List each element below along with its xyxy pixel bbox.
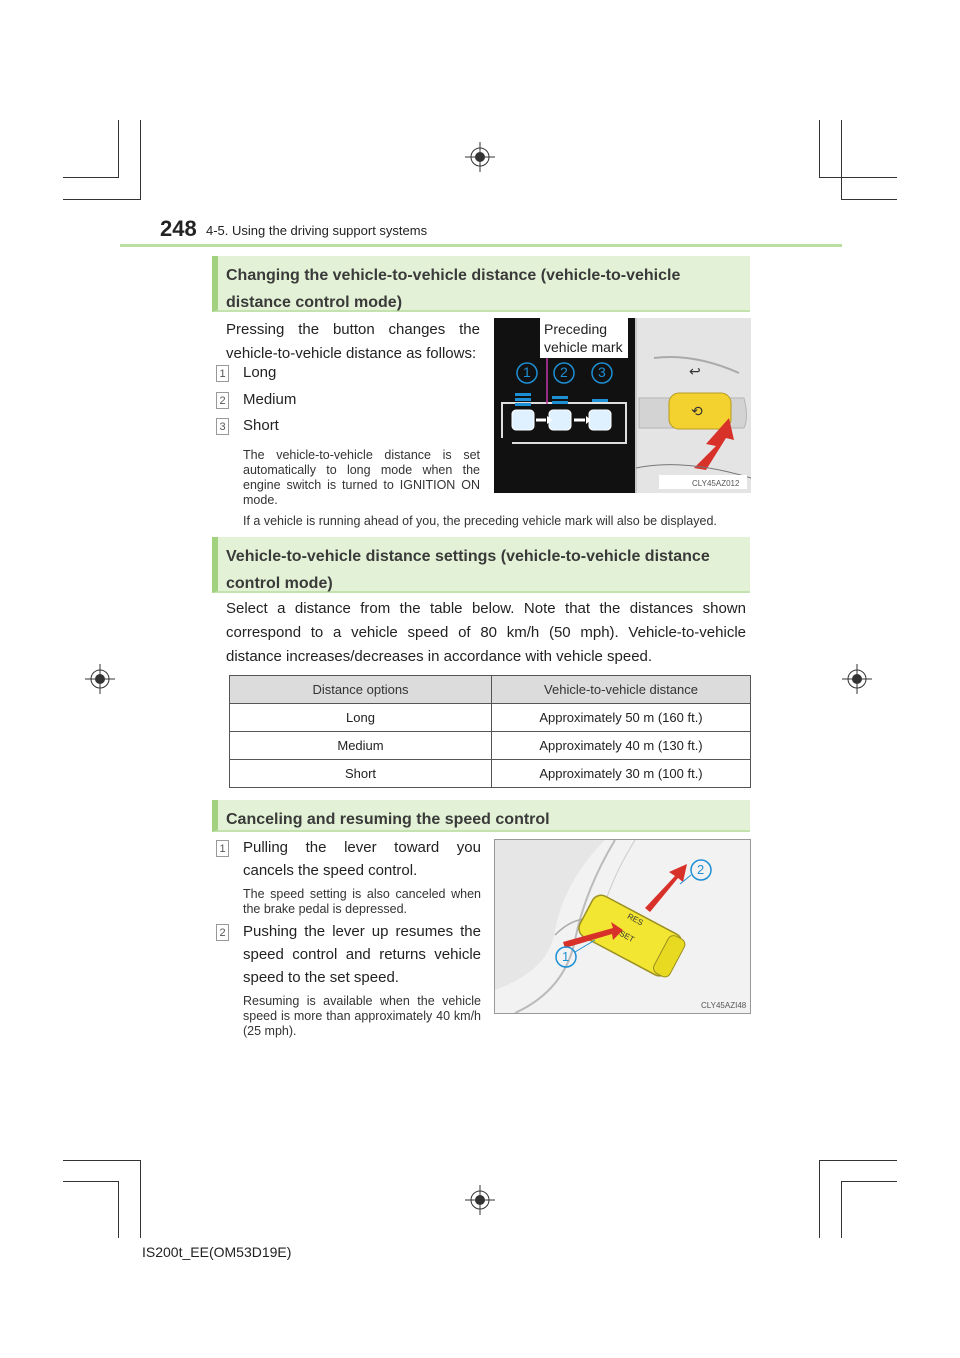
section-heading: Vehicle-to-vehicle distance settings (vehicle-to-vehicle distance control mode) bbox=[212, 537, 750, 593]
table-cell: Long bbox=[230, 704, 492, 732]
table-cell: Approximately 50 m (160 ft.) bbox=[492, 704, 751, 732]
section-heading: Canceling and resuming the speed control bbox=[212, 800, 750, 832]
crop-mark bbox=[63, 177, 119, 178]
item-number: 3 bbox=[216, 418, 229, 435]
crop-mark bbox=[63, 1160, 141, 1161]
intro-text: Pressing the button changes the vehicle-to-vehicle distance as follows: bbox=[226, 321, 480, 362]
table-row bbox=[230, 704, 751, 732]
note-text: The speed setting is also canceled when the brake pedal is depressed. bbox=[243, 887, 481, 916]
registration-mark bbox=[85, 664, 115, 694]
figure-marker: 1 bbox=[562, 949, 570, 964]
crop-mark bbox=[140, 1160, 141, 1238]
table-header: Distance options bbox=[230, 676, 492, 704]
item-label: Medium bbox=[243, 391, 297, 408]
figure-marker: 1 bbox=[523, 364, 531, 380]
note-text: The vehicle-to-vehicle distance is set automatically to long mode when the engine switch is turned to IGNITION ON mode. bbox=[243, 448, 480, 507]
lever-figure bbox=[494, 839, 751, 1014]
lever-label: RES bbox=[625, 911, 645, 928]
item-label: Short bbox=[243, 417, 279, 434]
table-cell: Approximately 40 m (130 ft.) bbox=[492, 732, 751, 760]
item-number: 1 bbox=[216, 365, 229, 382]
crop-mark bbox=[841, 1181, 897, 1182]
item-number: 2 bbox=[216, 392, 229, 409]
figure-marker: 3 bbox=[598, 364, 606, 380]
crop-mark bbox=[820, 177, 897, 178]
note-text: Resuming is available when the vehicle speed is more than approximately 40 km/h (25 mph). bbox=[243, 994, 481, 1038]
crop-mark bbox=[63, 199, 141, 200]
table-cell: Medium bbox=[230, 732, 492, 760]
body-text: Select a distance from the table below. Note that the distances shown correspond to a vehicle speed of 80 km/h (50 mph). Vehicle-to-vehicle distance increases/decreases in accordance with vehicle speed. bbox=[226, 600, 746, 665]
distance-table bbox=[229, 675, 751, 788]
crop-mark bbox=[140, 120, 141, 200]
registration-mark bbox=[465, 142, 495, 172]
table-row bbox=[230, 760, 751, 788]
lever-label: SET bbox=[617, 928, 636, 945]
crop-mark bbox=[841, 1181, 842, 1238]
page-number: 248 bbox=[160, 216, 197, 241]
registration-mark bbox=[465, 1185, 495, 1215]
figure-marker: 2 bbox=[560, 364, 568, 380]
distance-figure bbox=[494, 318, 751, 493]
crop-mark bbox=[63, 1181, 119, 1182]
step-number: 1 bbox=[216, 840, 229, 857]
callout-label: Preceding vehicle mark bbox=[544, 321, 623, 355]
figure-code: CLY45AZI48 bbox=[701, 1001, 747, 1010]
document-code: IS200t_EE(OM53D19E) bbox=[142, 1244, 292, 1260]
step-text: Pushing the lever up resumes the speed control and returns vehicle speed to the set speed. bbox=[243, 923, 481, 986]
crop-mark bbox=[819, 1160, 897, 1161]
section-heading: Changing the vehicle-to-vehicle distance (vehicle-to-vehicle distance control mode) bbox=[212, 256, 750, 312]
table-cell: Approximately 30 m (100 ft.) bbox=[492, 760, 751, 788]
section-title: 4-5. Using the driving support systems bbox=[206, 223, 428, 238]
table-cell: Short bbox=[230, 760, 492, 788]
figure-code: CLY45AZ012 bbox=[692, 479, 740, 488]
header-rule bbox=[120, 244, 842, 247]
svg-text:⟲: ⟲ bbox=[691, 404, 703, 420]
crop-mark bbox=[841, 120, 842, 200]
step-number: 2 bbox=[216, 924, 229, 941]
svg-text:↩: ↩ bbox=[689, 364, 701, 380]
step-text: Pulling the lever toward you cancels the speed control. bbox=[243, 839, 481, 879]
crop-mark bbox=[819, 120, 820, 178]
crop-mark bbox=[118, 120, 119, 178]
table-header: Vehicle-to-vehicle distance bbox=[492, 676, 751, 704]
crop-mark bbox=[118, 1181, 119, 1238]
note-text: If a vehicle is running ahead of you, the preceding vehicle mark will also be displayed. bbox=[243, 514, 717, 528]
crop-mark bbox=[819, 1160, 820, 1238]
crop-mark bbox=[841, 199, 897, 200]
figure-marker: 2 bbox=[697, 862, 705, 877]
table-row bbox=[230, 732, 751, 760]
registration-mark bbox=[842, 664, 872, 694]
lever-illustration bbox=[495, 840, 750, 1013]
item-label: Long bbox=[243, 364, 277, 381]
